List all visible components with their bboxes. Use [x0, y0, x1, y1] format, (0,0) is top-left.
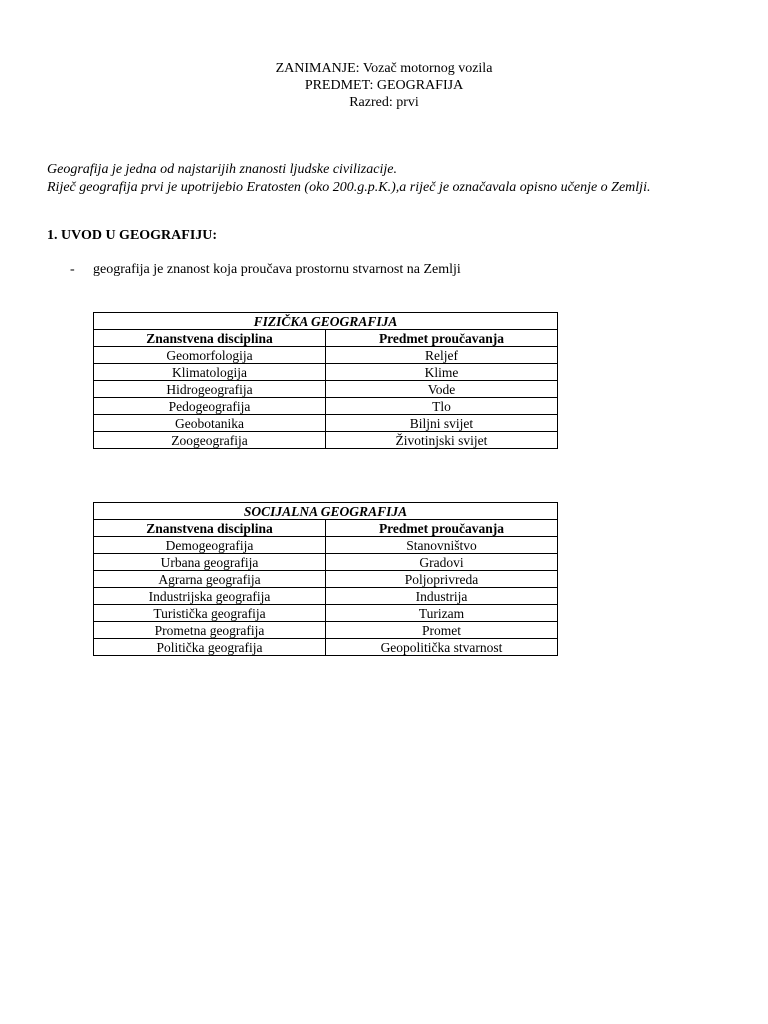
subject-cell: Gradovi — [326, 554, 558, 571]
column-header-discipline: Znanstvena disciplina — [94, 520, 326, 537]
table-row — [94, 432, 558, 449]
physical-geography-table — [93, 312, 558, 449]
table-title: FIZIČKA GEOGRAFIJA — [94, 313, 558, 330]
table-header-row — [94, 520, 558, 537]
table-row — [94, 347, 558, 364]
table-header-row — [94, 330, 558, 347]
subject-cell: Tlo — [326, 398, 558, 415]
table-row — [94, 554, 558, 571]
subject-cell: Geopolitička stvarnost — [326, 639, 558, 656]
subject-cell: Vode — [326, 381, 558, 398]
subject-cell: Turizam — [326, 605, 558, 622]
table-row — [94, 571, 558, 588]
discipline-cell: Prometna geografija — [94, 622, 326, 639]
table-title-row — [94, 313, 558, 330]
intro-line-1: Geografija je jedna od najstarijih znanosti ljudske civilizacije. — [47, 162, 397, 177]
subject-cell: Industrija — [326, 588, 558, 605]
table-row — [94, 398, 558, 415]
section-heading: 1. UVOD U GEOGRAFIJU: — [47, 228, 218, 243]
subject-cell: Biljni svijet — [326, 415, 558, 432]
discipline-cell: Geobotanika — [94, 415, 326, 432]
table-row — [94, 364, 558, 381]
table-title: SOCIJALNA GEOGRAFIJA — [94, 503, 558, 520]
subject-cell: Promet — [326, 622, 558, 639]
discipline-cell: Industrijska geografija — [94, 588, 326, 605]
discipline-cell: Geomorfologija — [94, 347, 326, 364]
table-row — [94, 588, 558, 605]
intro-line-2: Riječ geografija prvi je upotrijebio Eratosten (oko 200.g.p.K.),a riječ je označavala opisno učenje o Zemlji. — [47, 180, 651, 195]
table-row — [94, 605, 558, 622]
column-header-discipline: Znanstvena disciplina — [94, 330, 326, 347]
bullet-item — [70, 262, 461, 278]
table-row — [94, 537, 558, 554]
occupation-line: ZANIMANJE: Vozač motornog vozila — [275, 61, 493, 76]
intro-paragraph — [47, 161, 650, 197]
table-row — [94, 622, 558, 639]
subject-cell: Životinjski svijet — [326, 432, 558, 449]
grade-line: Razred: prvi — [349, 95, 419, 110]
subject-line: PREDMET: GEOGRAFIJA — [304, 78, 464, 93]
subject-cell: Reljef — [326, 347, 558, 364]
table-title-row — [94, 503, 558, 520]
subject-cell: Poljoprivreda — [326, 571, 558, 588]
subject-cell: Klime — [326, 364, 558, 381]
column-header-subject: Predmet proučavanja — [326, 520, 558, 537]
column-header-subject: Predmet proučavanja — [326, 330, 558, 347]
discipline-cell: Hidrogeografija — [94, 381, 326, 398]
discipline-cell: Zoogeografija — [94, 432, 326, 449]
table-row — [94, 415, 558, 432]
discipline-cell: Agrarna geografija — [94, 571, 326, 588]
discipline-cell: Klimatologija — [94, 364, 326, 381]
table-row — [94, 381, 558, 398]
subject-cell: Stanovništvo — [326, 537, 558, 554]
bullet-text: geografija je znanost koja proučava prostornu stvarnost na Zemlji — [93, 262, 461, 277]
discipline-cell: Demogeografija — [94, 537, 326, 554]
document-header — [0, 60, 768, 111]
discipline-cell: Urbana geografija — [94, 554, 326, 571]
discipline-cell: Politička geografija — [94, 639, 326, 656]
social-geography-table — [93, 502, 558, 656]
table-row — [94, 639, 558, 656]
discipline-cell: Pedogeografija — [94, 398, 326, 415]
discipline-cell: Turistička geografija — [94, 605, 326, 622]
bullet-marker: - — [70, 262, 75, 277]
